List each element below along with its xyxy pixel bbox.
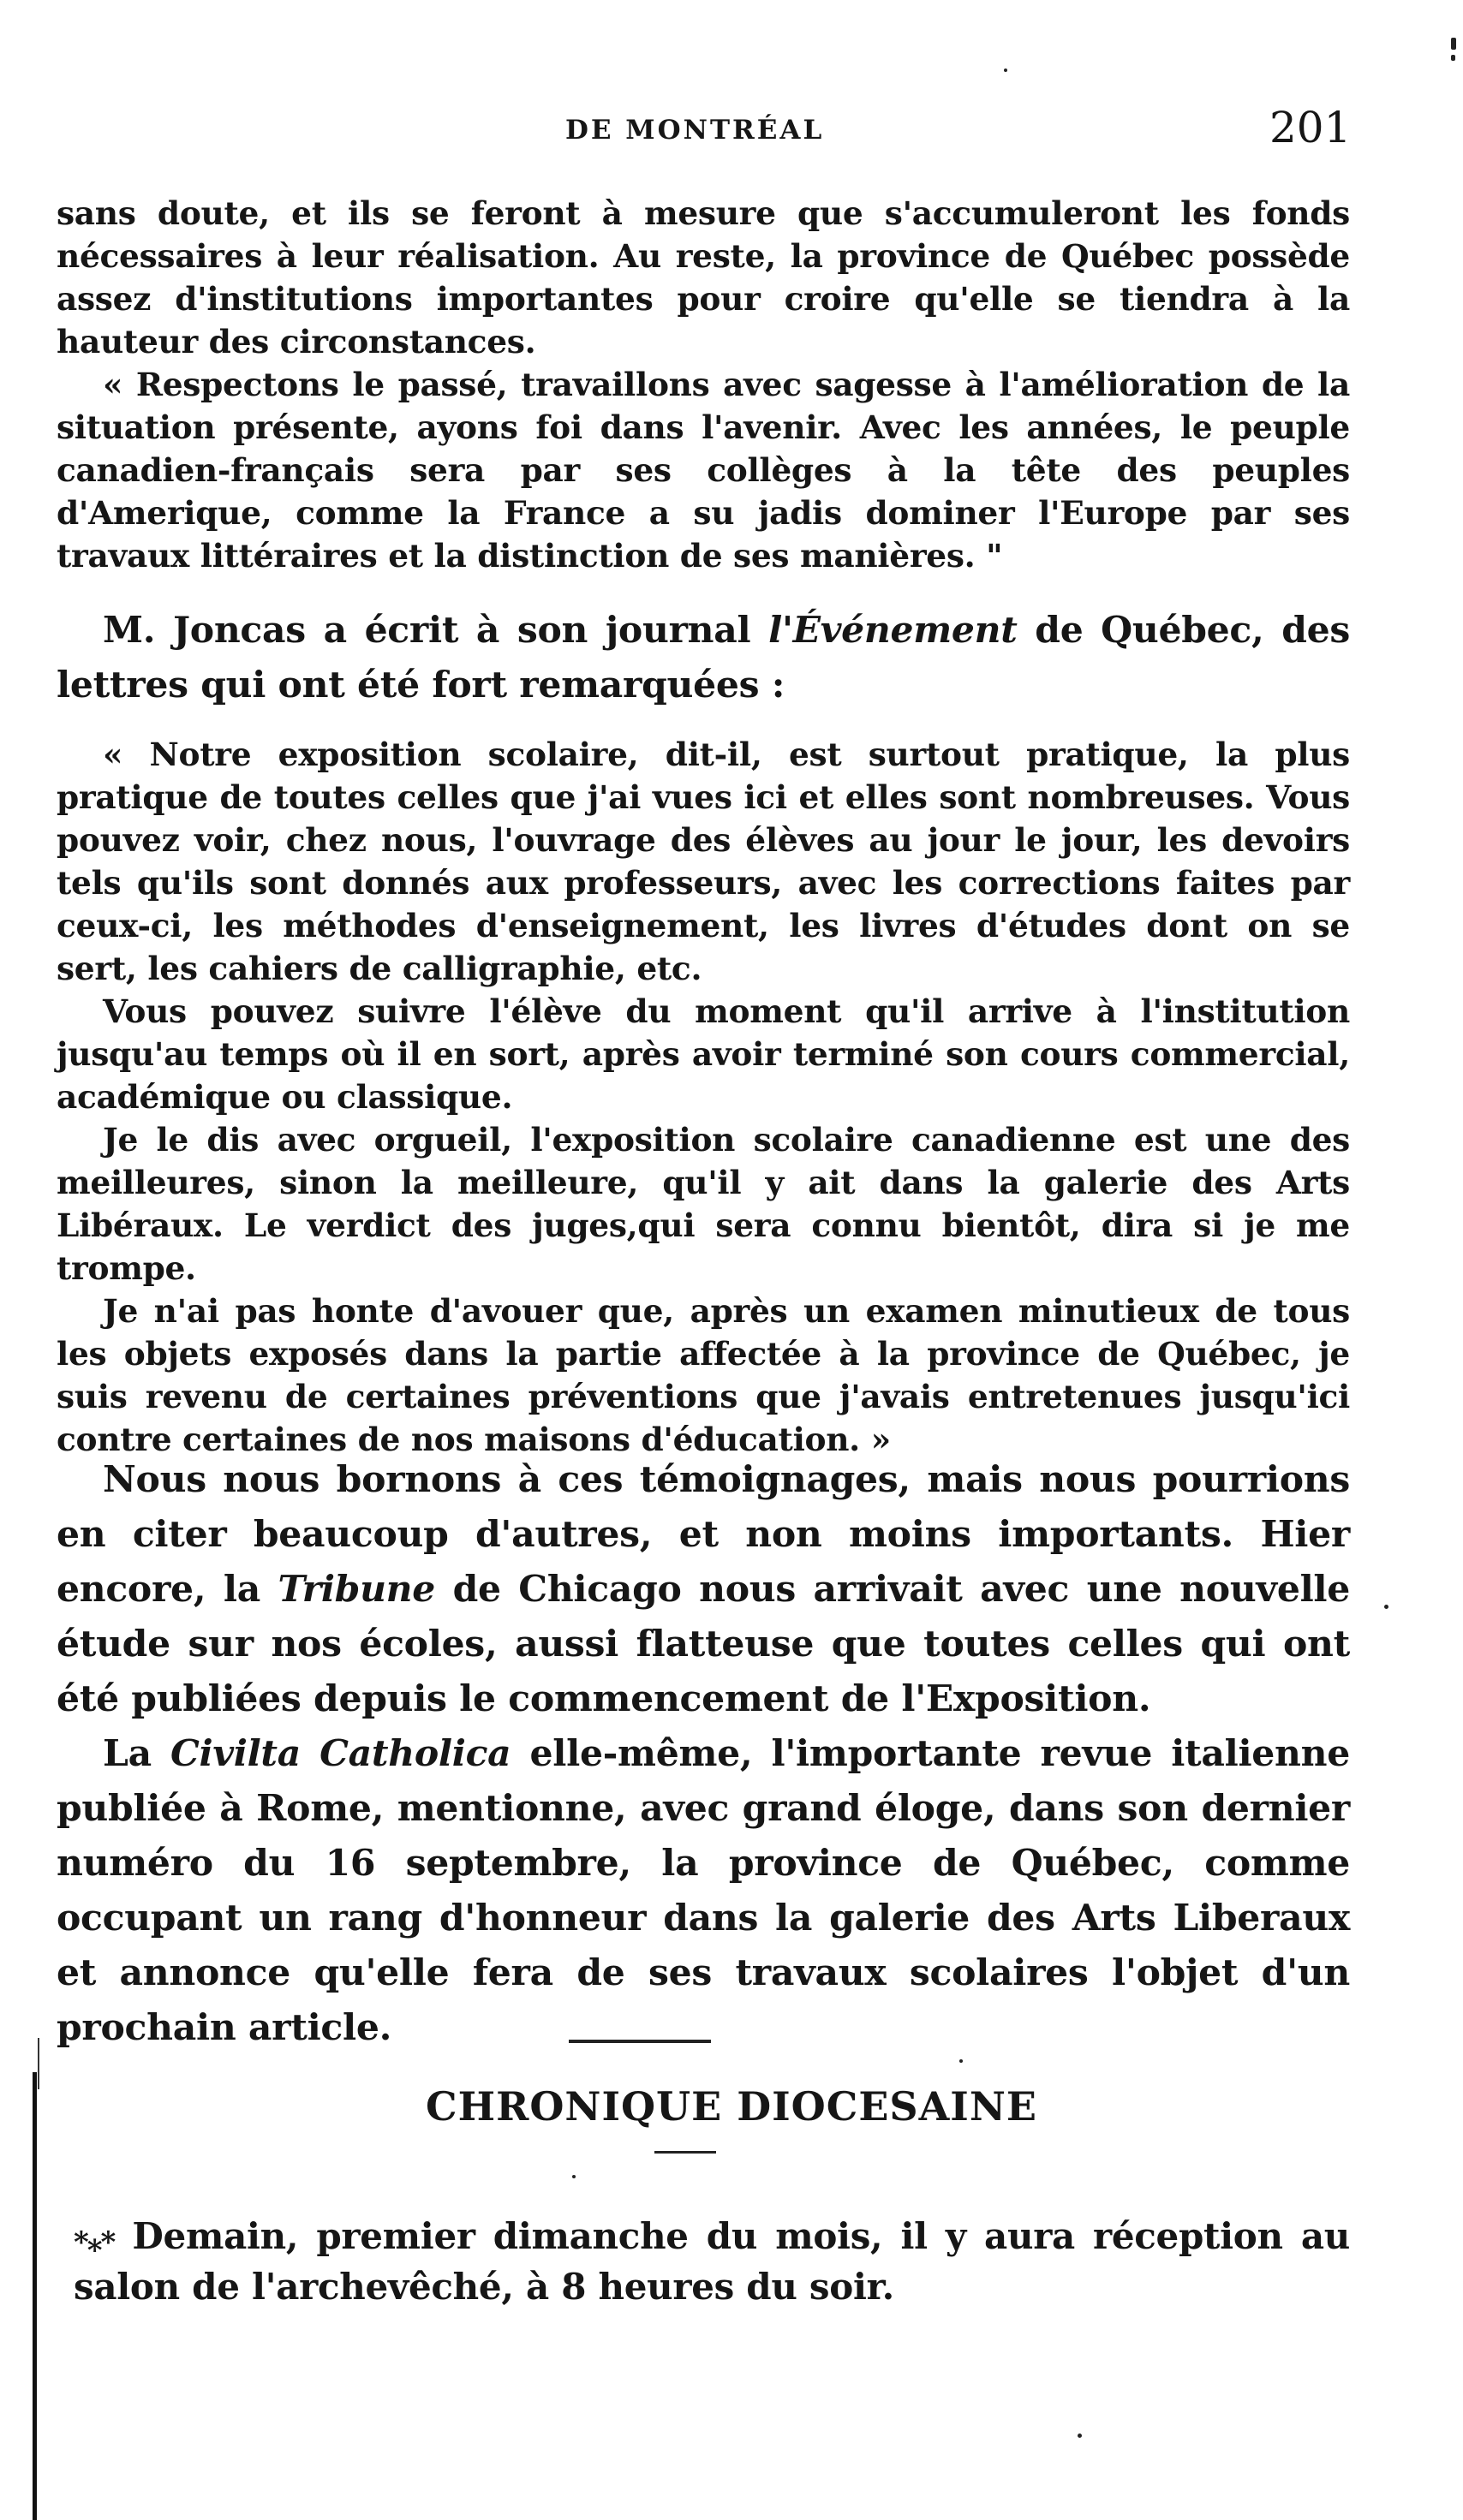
paragraph-testimonies xyxy=(57,1452,1350,2055)
paragraph-text: « Respectons le passé, travaillons avec sagesse à l'amélioration de la situation présente, ayons foi dans l'avenir. Avec les années, le peuple canadien-français sera par ses collèges à la tête des peuples d'Amerique, comme la France a su jadis dominer l'Europe par ses travaux littéraires et la distinction de ses manières. " xyxy=(57,366,1350,575)
page-number: 201 xyxy=(1269,103,1352,152)
paragraph-text: sans doute, et ils se feront à mesure que s'accumuleront les fonds nécessaires à leur réalisation. Au reste, la province de Québec possède assez d'institutions importantes pour croire qu'elle se tiendra à la hauteur des circonstances. xyxy=(57,194,1350,360)
diocese-note xyxy=(74,2213,1350,2311)
running-title: DE MONTRÉAL xyxy=(565,115,825,146)
text-run: La xyxy=(103,1732,170,1775)
section-divider xyxy=(654,2151,716,2154)
quote-paragraph: Vous pouvez suivre l'élève du moment qu'il arrive à l'institution jusqu'au temps où il en sort, après avoir terminé son cours commercial, académique ou classique. xyxy=(57,992,1350,1116)
quote-paragraph: « Notre exposition scolaire, dit-il, est surtout pratique, la plus pratique de toutes celles que j'ai vues ici et elles sont nombreuses. Vous pouvez voir, chez nous, l'ouvrage des élèves au jour le jour, les devoirs tels qu'ils sont donnés aux professeurs, avec les corrections faites par ceux-ci, les méthodes d'enseignement, les livres d'études dont on se sert, les cahiers de calligraphie, etc. xyxy=(57,736,1350,987)
print-speck xyxy=(1078,2434,1082,2438)
paragraph-joncas xyxy=(57,603,1350,712)
text-run: M. Joncas a écrit à son journal xyxy=(103,609,769,652)
print-speck xyxy=(1384,1605,1388,1609)
print-speck xyxy=(959,2059,963,2063)
newspaper-title: Tribune xyxy=(278,1568,436,1611)
text-run: Nous nous bornons à ces témoignages, mais nous pourrions en citer beaucoup d'autres, et non moins importants. Hier encore, la xyxy=(57,1458,1350,1611)
paragraph-quote-end xyxy=(57,363,1350,577)
text-run: de Chicago nous arrivait avec une nouvelle étude sur nos écoles, aussi flatteuse que toutes celles qui ont été publiées depuis le commencement de l'Exposition. xyxy=(57,1568,1350,1720)
asterism-icon: *⁎* xyxy=(74,2225,115,2260)
text-run: de Québec, des lettres qui ont été fort remarquées : xyxy=(57,609,1350,706)
review-title: Civilta Catholica xyxy=(170,1732,511,1775)
section-divider xyxy=(569,2040,711,2043)
quote-paragraph: Je le dis avec orgueil, l'exposition scolaire canadienne est une des meilleures, sinon la meilleure, qu'il y ait dans la galerie des Arts Libéraux. Le verdict des juges,qui sera connu bientôt, dira si je me trompe. xyxy=(57,1121,1350,1287)
paragraph-text xyxy=(74,2213,1350,2311)
paragraph-text xyxy=(57,603,1350,712)
margin-rule xyxy=(33,2072,37,2520)
paragraph-text xyxy=(57,1726,1350,2055)
journal-title: l'Événement xyxy=(768,609,1018,652)
page-header xyxy=(0,103,1463,154)
paragraph-text xyxy=(57,1452,1350,1726)
print-speck xyxy=(1451,55,1455,61)
text-run: Demain, premier dimanche du mois, il y aura réception au salon de l'archevêché, à 8 heures du soir. xyxy=(74,2215,1350,2308)
text-run: elle-même, l'importante revue italienne publiée à Rome, mentionne, avec grand éloge, dans son dernier numéro du 16 septembre, la province de Québec, comme occupant un rang d'honneur dans la galerie des Arts Liberaux et annonce qu'elle fera de ses travaux scolaires l'objet d'un prochain article. xyxy=(57,1732,1350,2049)
margin-rule xyxy=(38,2038,39,2089)
print-speck xyxy=(1004,69,1007,72)
print-speck xyxy=(572,2175,576,2178)
letter-quote xyxy=(57,733,1350,1461)
section-title: CHRONIQUE DIOCESAINE xyxy=(426,2083,1037,2130)
paragraph-continuation xyxy=(57,192,1350,363)
print-speck xyxy=(1451,38,1456,50)
quote-paragraph: Je n'ai pas honte d'avouer que, après un examen minutieux de tous les objets exposés dans la partie affectée à la province de Québec, je suis revenu de certaines préventions que j'avais entretenues jusqu'ici contre certaines de nos maisons d'éducation. » xyxy=(57,1292,1350,1458)
